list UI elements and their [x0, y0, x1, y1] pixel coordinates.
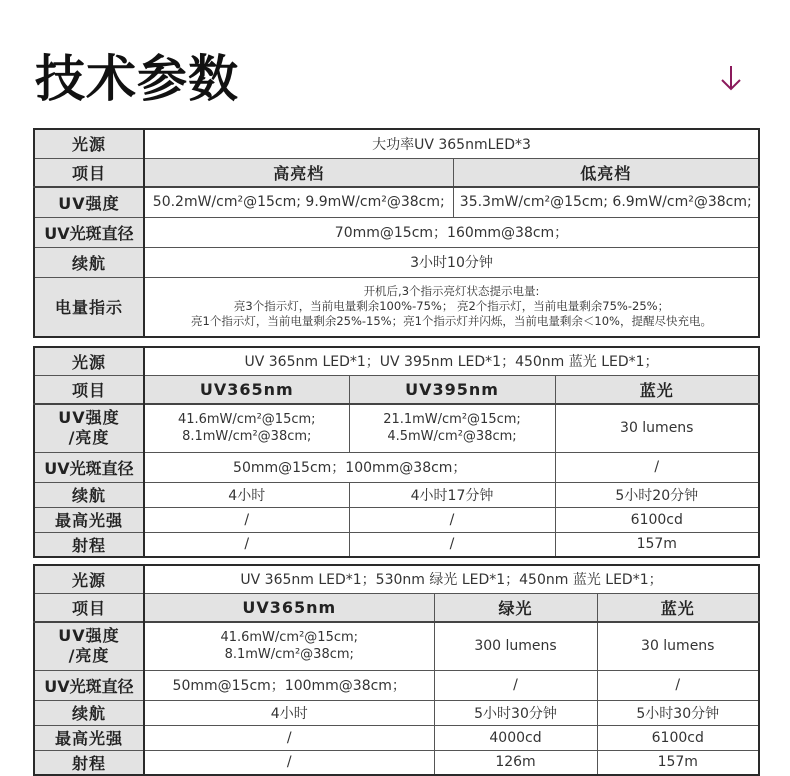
cell-value: 50.2mW/cm²@15cm; 9.9mW/cm²@38cm;	[144, 187, 453, 217]
row-label: 光源	[34, 565, 144, 593]
cell-value: 4小时17分钟	[349, 482, 555, 507]
column-header: UV365nm	[144, 593, 434, 622]
row-label	[34, 404, 144, 452]
cell-value: 157m	[597, 750, 759, 775]
cell-value: 126m	[434, 750, 597, 775]
row-label: 续航	[34, 247, 144, 277]
cell-value: /	[434, 670, 597, 700]
table-row-light-source	[34, 129, 759, 158]
table-row-light-source	[34, 347, 759, 375]
row-label-line: UV强度	[58, 626, 120, 646]
cell-value: 35.3mW/cm²@15cm; 6.9mW/cm²@38cm;	[453, 187, 759, 217]
column-header: 绿光	[434, 593, 597, 622]
cell-line: 8.1mW/cm²@38cm;	[224, 647, 354, 663]
cell-value: /	[144, 725, 434, 750]
cell-value: 5小时30分钟	[597, 700, 759, 725]
column-header-low: 低亮档	[453, 158, 759, 187]
cell-value: 6100cd	[597, 725, 759, 750]
row-label: 最高光强	[34, 507, 144, 532]
row-label	[34, 622, 144, 670]
row-label: 光源	[34, 347, 144, 375]
light-source-value: UV 365nm LED*1；UV 395nm LED*1；450nm 蓝光 LED*1；	[144, 347, 759, 375]
table-row-max-intensity	[34, 507, 759, 532]
cell-line: 41.6mW/cm²@15cm;	[177, 412, 316, 428]
cell-value	[144, 622, 434, 670]
row-label: 项目	[34, 593, 144, 622]
column-header: 蓝光	[555, 375, 759, 404]
cell-value	[349, 404, 555, 452]
spec-table-uv365-green-blue	[33, 564, 760, 776]
spec-table-uv365-uv395-blue	[33, 346, 760, 558]
table-row-intensity	[34, 622, 759, 670]
cell-value: /	[144, 532, 349, 557]
column-header: UV395nm	[349, 375, 555, 404]
table-header-row	[34, 593, 759, 622]
table-row-runtime	[34, 482, 759, 507]
table-header-row	[34, 375, 759, 404]
row-label: 电量指示	[34, 277, 144, 337]
battery-description	[144, 277, 759, 337]
cell-value: 30 lumens	[597, 622, 759, 670]
cell-value: 5小时20分钟	[555, 482, 759, 507]
table-row-spot-diameter	[34, 217, 759, 247]
cell-value: 5小时30分钟	[434, 700, 597, 725]
cell-value: 3小时10分钟	[144, 247, 759, 277]
column-header: UV365nm	[144, 375, 349, 404]
light-source-value: UV 365nm LED*1；530nm 绿光 LED*1；450nm 蓝光 LED*1；	[144, 565, 759, 593]
cell-value: /	[144, 750, 434, 775]
cell-value: 157m	[555, 532, 759, 557]
cell-line: 21.1mW/cm²@15cm;	[383, 412, 521, 428]
cell-value: /	[144, 507, 349, 532]
cell-value: 4000cd	[434, 725, 597, 750]
table-row-spot-diameter	[34, 670, 759, 700]
cell-value: 70mm@15cm；160mm@38cm；	[144, 217, 759, 247]
cell-value: /	[555, 452, 759, 482]
row-label: UV光斑直径	[34, 670, 144, 700]
row-label: 项目	[34, 375, 144, 404]
row-label: 射程	[34, 532, 144, 557]
row-label: 续航	[34, 482, 144, 507]
battery-line: 亮1个指示灯，当前电量剩余25%-15%；亮1个指示灯并闪烁，当前电量剩余＜10%，提醒尽快充电。	[191, 314, 712, 329]
page-title: 技术参数	[35, 50, 239, 108]
cell-value: 30 lumens	[555, 404, 759, 452]
cell-value: /	[597, 670, 759, 700]
battery-line: 开机后,3个指示亮灯状态提示电量:	[363, 284, 540, 299]
arrow-down-icon[interactable]	[719, 64, 743, 92]
row-label-line: UV强度	[58, 408, 120, 428]
row-label-line: /亮度	[68, 428, 110, 448]
table-row-light-source	[34, 565, 759, 593]
cell-value: /	[349, 507, 555, 532]
cell-value: 6100cd	[555, 507, 759, 532]
row-label: UV光斑直径	[34, 217, 144, 247]
cell-line: 4.5mW/cm²@38cm;	[387, 429, 517, 445]
table-row-max-intensity	[34, 725, 759, 750]
table-row-runtime	[34, 247, 759, 277]
cell-value: 50mm@15cm；100mm@38cm；	[144, 452, 555, 482]
table-header-row	[34, 158, 759, 187]
table-row-intensity	[34, 404, 759, 452]
row-label: 续航	[34, 700, 144, 725]
row-label: 项目	[34, 158, 144, 187]
cell-value: 300 lumens	[434, 622, 597, 670]
table-row-runtime	[34, 700, 759, 725]
column-header: 蓝光	[597, 593, 759, 622]
battery-line: 亮3个指示灯，当前电量剩余100%-75%； 亮2个指示灯，当前电量剩余75%-25%；	[233, 299, 670, 314]
cell-line: 41.6mW/cm²@15cm;	[220, 630, 359, 646]
column-header-high: 高亮档	[144, 158, 453, 187]
table-row-range	[34, 750, 759, 775]
cell-line: 8.1mW/cm²@38cm;	[182, 429, 312, 445]
light-source-value: 大功率UV 365nmLED*3	[144, 129, 759, 158]
cell-value: /	[349, 532, 555, 557]
row-label: UV强度	[34, 187, 144, 217]
table-row-spot-diameter	[34, 452, 759, 482]
table-row-range	[34, 532, 759, 557]
cell-value: 50mm@15cm；100mm@38cm；	[144, 670, 434, 700]
table-row-battery	[34, 277, 759, 337]
row-label: 光源	[34, 129, 144, 158]
cell-value	[144, 404, 349, 452]
table-row-uv-intensity	[34, 187, 759, 217]
cell-value: 4小时	[144, 482, 349, 507]
row-label: UV光斑直径	[34, 452, 144, 482]
row-label: 射程	[34, 750, 144, 775]
row-label-line: /亮度	[68, 646, 110, 666]
cell-value: 4小时	[144, 700, 434, 725]
row-label: 最高光强	[34, 725, 144, 750]
spec-table-uv365-triple	[33, 128, 760, 338]
